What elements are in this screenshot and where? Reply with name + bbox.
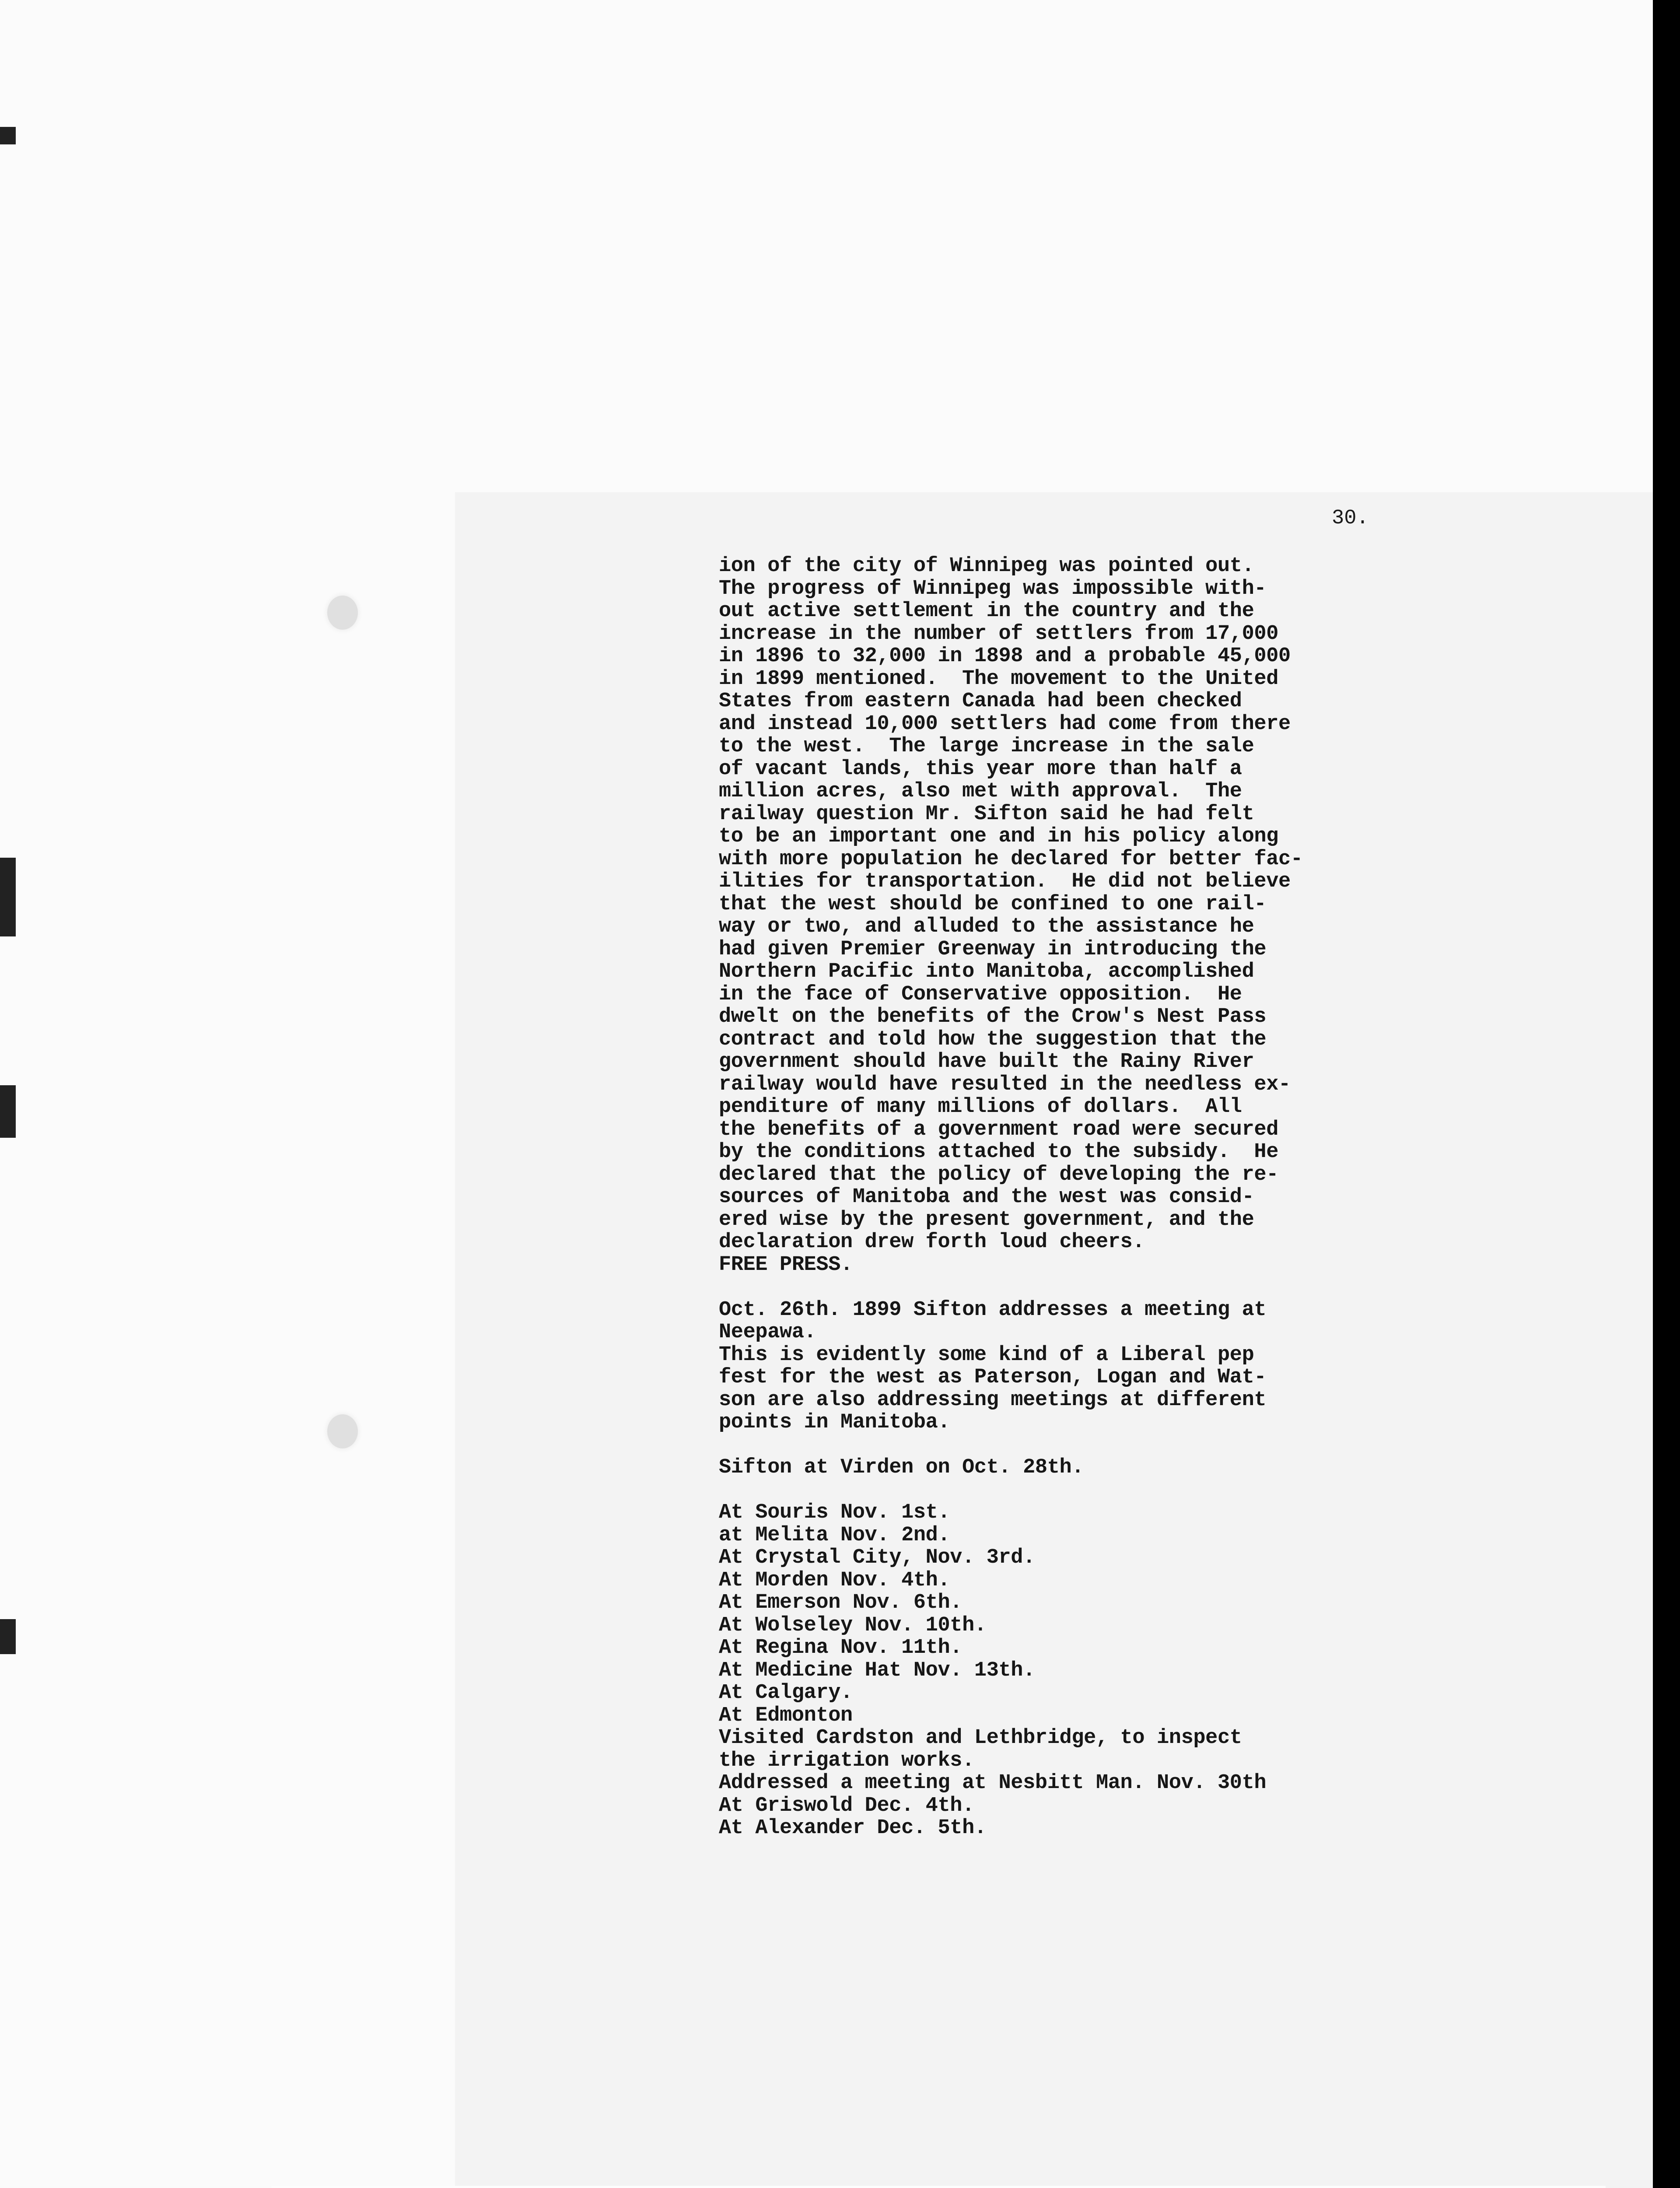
film-edge-mark [0,127,16,144]
text-line: sources of Manitoba and the west was consid- [719,1185,1254,1209]
text-line: At Crystal City, Nov. 3rd. [719,1546,1035,1569]
text-line: had given Premier Greenway in introducing the [719,937,1267,961]
text-line: railway question Mr. Sifton said he had felt [719,802,1254,826]
page-number: 30. [1332,507,1369,530]
text-line: and instead 10,000 settlers had come from there [719,712,1291,736]
text-line: At Medicine Hat Nov. 13th. [719,1659,1035,1682]
text-line: fest for the west as Paterson, Logan and Wat- [719,1366,1267,1389]
text-line: Northern Pacific into Manitoba, accomplished [719,960,1254,983]
text-line: At Souris Nov. 1st. [719,1501,950,1524]
text-line: to be an important one and in his policy along [719,825,1279,848]
text-line: way or two, and alluded to the assistance he [719,915,1254,938]
film-edge-mark [0,1619,16,1654]
text-line: ered wise by the present government, and the [719,1208,1254,1231]
text-line: government should have built the Rainy River [719,1050,1254,1073]
text-line: ilities for transportation. He did not believe [719,870,1291,893]
text-line: penditure of many millions of dollars. All [719,1095,1242,1119]
archive-label-card [271,2186,1606,2188]
text-line: in 1896 to 32,000 in 1898 and a probable 45,000 [719,645,1291,668]
film-edge-mark [0,858,16,936]
text-line: At Regina Nov. 11th. [719,1636,962,1659]
text-line: the irrigation works. [719,1749,974,1772]
text-line: contract and told how the suggestion that the [719,1027,1267,1051]
typed-body-text [719,555,1388,1840]
text-line: dwelt on the benefits of the Crow's Nest Pass [719,1005,1267,1028]
text-line: Neepawa. [719,1321,816,1344]
text-line: that the west should be confined to one rail- [719,892,1267,916]
blank-line [719,1276,1388,1299]
text-line: at Melita Nov. 2nd. [719,1523,950,1547]
text-line: in 1899 mentioned. The movement to the United [719,667,1279,691]
text-line: At Calgary. [719,1681,853,1704]
text-line: Sifton at Virden on Oct. 28th. [719,1456,1084,1479]
punch-hole [327,1414,358,1448]
text-line: At Morden Nov. 4th. [719,1568,950,1592]
text-line: Addressed a meeting at Nesbitt Man. Nov. 30th [719,1771,1267,1795]
text-line: out active settlement in the country and the [719,600,1254,623]
text-line: by the conditions attached to the subsidy. He [719,1140,1279,1164]
text-line: son are also addressing meetings at different [719,1388,1267,1412]
text-line: FREE PRESS. [719,1253,853,1276]
text-line: At Griswold Dec. 4th. [719,1794,974,1817]
text-line: This is evidently some kind of a Liberal pep [719,1343,1254,1367]
text-line: declared that the policy of developing the re- [719,1163,1279,1186]
blank-line [719,1434,1388,1457]
text-line: in the face of Conservative opposition. He [719,982,1242,1006]
text-line: with more population he declared for better fac- [719,847,1303,871]
text-line: At Edmonton [719,1704,853,1727]
text-line: At Emerson Nov. 6th. [719,1591,962,1614]
text-line: Visited Cardston and Lethbridge, to inspect [719,1726,1242,1750]
text-line: increase in the number of settlers from 17,000 [719,622,1279,645]
text-line: ion of the city of Winnipeg was pointed out. [719,554,1254,578]
text-line: of vacant lands, this year more than half a [719,757,1242,781]
text-line: States from eastern Canada had been checked [719,690,1242,713]
text-line: million acres, also met with approval. The [719,780,1242,803]
text-line: the benefits of a government road were secured [719,1118,1279,1141]
text-line: railway would have resulted in the needless ex- [719,1073,1291,1096]
text-line: Oct. 26th. 1899 Sifton addresses a meeting at [719,1298,1267,1322]
text-line: to the west. The large increase in the sale [719,735,1254,758]
film-edge-mark [0,1085,16,1138]
punch-hole [327,596,358,630]
blank-line [719,1479,1388,1502]
text-line: points in Manitoba. [719,1411,950,1434]
text-line: At Wolseley Nov. 10th. [719,1613,987,1637]
text-line: declaration drew forth loud cheers. [719,1231,1145,1254]
text-line: The progress of Winnipeg was impossible with- [719,577,1267,600]
text-line: At Alexander Dec. 5th. [719,1816,987,1840]
